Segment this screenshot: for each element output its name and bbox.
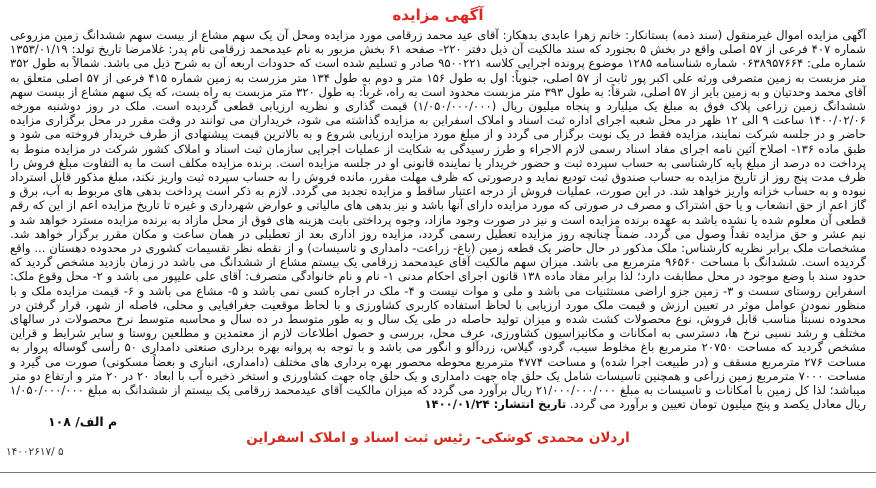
signature: اردلان محمدی کوشکی- رئیس ثبت اسناد و املاک اسفراین — [246, 430, 630, 446]
notice-body — [8, 28, 868, 428]
title-bar — [8, 0, 868, 28]
notice-code: ۱۴۰۰۲۶۱۷/ ۵ — [6, 446, 64, 458]
file-number: م الف/ ۱۰۸ — [48, 414, 118, 429]
body-text: آگهی مزایده اموال غیرمنقول (سند ذمه) بستانکار: خانم زهرا عابدی بدهکار: آقای عید محمد زرقامی مورد مزایده ومحل آن یک سهم مشاع از بیست سهم ششدانگ زمین مزروعی شماره ۴۰۷ فرعی از ۵۷ اصلی واقع در بخش ۵ بجنورد که سند مالکیت آن ذیل دفتر ۲۲۰- صفحه ۶۱ بخش مزبور به نام عیدمحمد زرقامی نام پدر: غلامرضا تاریخ تولد: ۱۳۵۳/۰۱/۱۹ شماره ملی: ۰۶۳۸۹۵۷۶۶۴ شماره شناسنامه ۱۲۸۵ موضوع پرونده اجرایی کلاسه ۹۵۰۰۲۲۱ صادر و تسلیم شده است که حدودات اربعه آن به شرح ذیل می باشد. شمالاً به طول ۳۵۲ متر مزبست به زمین متصرفی ورثه علی اکبر پور ثابت از ۵۷ اصلی، جنوباً: اول به طول ۱۵۶ متر و دوم به طول ۱۳۴ متر مزرست به زمین شماره ۴۱۵ فرعی از ۵۷ اصلی متعلق به آقای محمد وحدتیان و به زمین بایر از ۵۷ اصلی، شرقاً: به طول ۳۹۳ متر مزبست محدود است به راه، غرباً: به طول ۳۲۰ متر مزبست به راه بست، که یک سهم مشاع از بیست سهم ششدانگ زمین زراعی پلاک فوق به مبلغ یک میلیارد و پنجاه میلیون ریال (۱/۰۵۰/۰۰۰/۰۰۰) قیمت گذاری و نظریه ارزیابی قطعی گردیده است. ملک در روز دوشنبه مورخه ۱۴۰۰/۰۲/۰۶ ساعت ۹ الی ۱۲ ظهر در محل شعبه اجرای اداره ثبت اسناد و املاک اسفراین به مزایده گذاشته می شود، خریداران می توانند در وقت مقرر در محل برگزاری مزایده حاضر و در جلسه شرکت نمایند، مزایده فقط در یک نوبت برگزار می گردد و از مبلغ مورد مزایده ارزیابی شروع و به بالاترین قیمت پیشنهادی از طرف خریدار فروخته می شود و طبق ماده ۱۳۶- اصلاح آئین نامه اجرای مفاد اسناد رسمی لازم الاجراء و طرز رسیدگی به شکایت از عملیات اجرایی سازمان ثبت اسناد و املاک کشور شرکت در مزایده منوط به پرداخت ده درصد از مبلغ پایه کارشناسی به حساب سپرده ثبت و حضور خریدار یا نماینده قانونی او در جلسه مزایده است. برنده مزایده مکلف است ما به التفاوت مبلغ فروش را ظرف مدت پنج روز از تاریخ مزایده به حساب صندوق ثبت تودیع نماید و درصورتی که ظرف مهلت مقرر، مانده فروش را به حساب سپرده ثبت واریز نکند، مبلغ مذکور قابل استرداد نبوده و به حساب خزانه واریز خواهد شد. در این صورت، عملیات فروش از درجه اعتبار ساقط و مزایده تجدید می گردد. لازم به ذکر است پرداخت بدهی های مربوط به آب، برق و گاز اعم از حق انشعاب و یا حق اشتراک و مصرف در صورتی که مورد مزایده دارای آنها باشد و نیز بدهی های مالیاتی و عوارض شهرداری و غیره تا تاریخ مزایده اعم از این که رقم قطعی آن معلوم شده یا نشده باشد به عهده برنده مزایده است و نیز در صورت وجود مازاد، وجوه پرداختی بابت هزینه های فوق از محل مازاد به برنده مزایده مسترد خواهد شد و نیم عشر و حق مزایده نقداً وصول می گردد. ضمناً چنانچه روز مزایده تعطیل رسمی گردد، مزایده روز اداری بعد از تعطیلی در همان ساعت و مکان مقرر برگزار خواهد شد. مشخصات ملک برابر نظریه کارشناس: ملک مذکور در حال حاضر یک قطعه زمین (باغ- زراعت- دامداری و تاسیسات) و از نقطه نظر تقسیمات کشوری در محدوده دهستان ... واقع گردیده است. ششدانگ با مساحت ۹۶۵۶۰ مترمربع می باشد. میزان سهم مالکیت آقای عیدمحمد زرقامی یک بیستم مشاع از ششدانگ می باشد در زمان بازدید مشخص گردید که حدود سند با وضع موجود در محل مطابقت دارد؛ لذا برابر مفاد ماده ۱۳۸ قانون اجرای احکام مدنی ۱- نام و نام خانوادگی متصرف: آقای علی علیپور می باشد و ۲- محل وقوع ملک: اسفراین روستای سست و ۳- زمین جزو اراضی مستثنیات می باشد و ملی و موات نیست و ۴- ملک در اجاره کسی نمی باشد و ۵- مشاع می باشد و ۶- قیمت مزایده ملک و با منظور نمودن عوامل موثر در تعیین ارزش و قیمت ملک مورد ارزیابی با لحاظ استفاده کاربری کشاورزی و با لحاظ موقعیت جغرافیایی و محلی، فاصله از شهر، قرار گرفتن در محدوده نسبتاً مناسب قابل فروش، نوع محصولات کشت شده و میزان تولید حاصله در طی یک سال و به طور متوسط در ده سال و محاسبه متوسط نرخ محصولات در سالهای مختلف و رشد نسبی نرخ ها، دسترسی به امکانات و مکانیزاسیون کشاورزی، عرف محل، بررسی و حصول اطلاعات لازم از معتمدین و مطلعین روستا و سایر شرایط و قراین مشخص گردید که مساحت ۲۰۷۵۰ مترمربع باغ مخلوط سیب، گردو، گیلاس، زردآلو و انگور می باشد و با توجه به پروانه بهره برداری صنعتی دامداری ۵۰ رأسی گوساله پروار به مساحت ۲۷۶ مترمربع مسقف و (در طبیعت اجرا شده) و مساحت ۴۷۷۴ مترمربع محوطه محصور بهره برداری های مختلف (دامداری، انباری و بعضاً مسکونی) صورت می گیرد و مساحت ۷۰۰۰ مترمربع زمین زراعی و همچنین تاسیسات شامل یک حلق چاه جهت دامداری و یک حلق چاه جهت کشاورزی و استخر ذخیره آب با ابعاد ۲۰ در ۲۰ متر و ارتفاع دو متر میباشد؛ لذا کل زمین با امکانات و تاسیسات به مبلغ ۲۱/۰۰۰/۰۰۰/۰۰۰ ریال برآورد می گردد که میزان مالکیت آقای عیدمحمد زرقامی یک بیستم از ششدانگ به مبلغ ۱/۰۵۰/۰۰۰/۰۰۰ ریال معادل یکصد و پنج میلیون تومان تعیین و برآورد می گردد. — [10, 28, 867, 412]
notice-title: آگهی مزایده — [392, 6, 484, 24]
publish-date: تاریخ انتشار: ۱۴۰۰/۰۱/۲۴ — [424, 397, 567, 412]
bottom-divider — [0, 472, 876, 473]
